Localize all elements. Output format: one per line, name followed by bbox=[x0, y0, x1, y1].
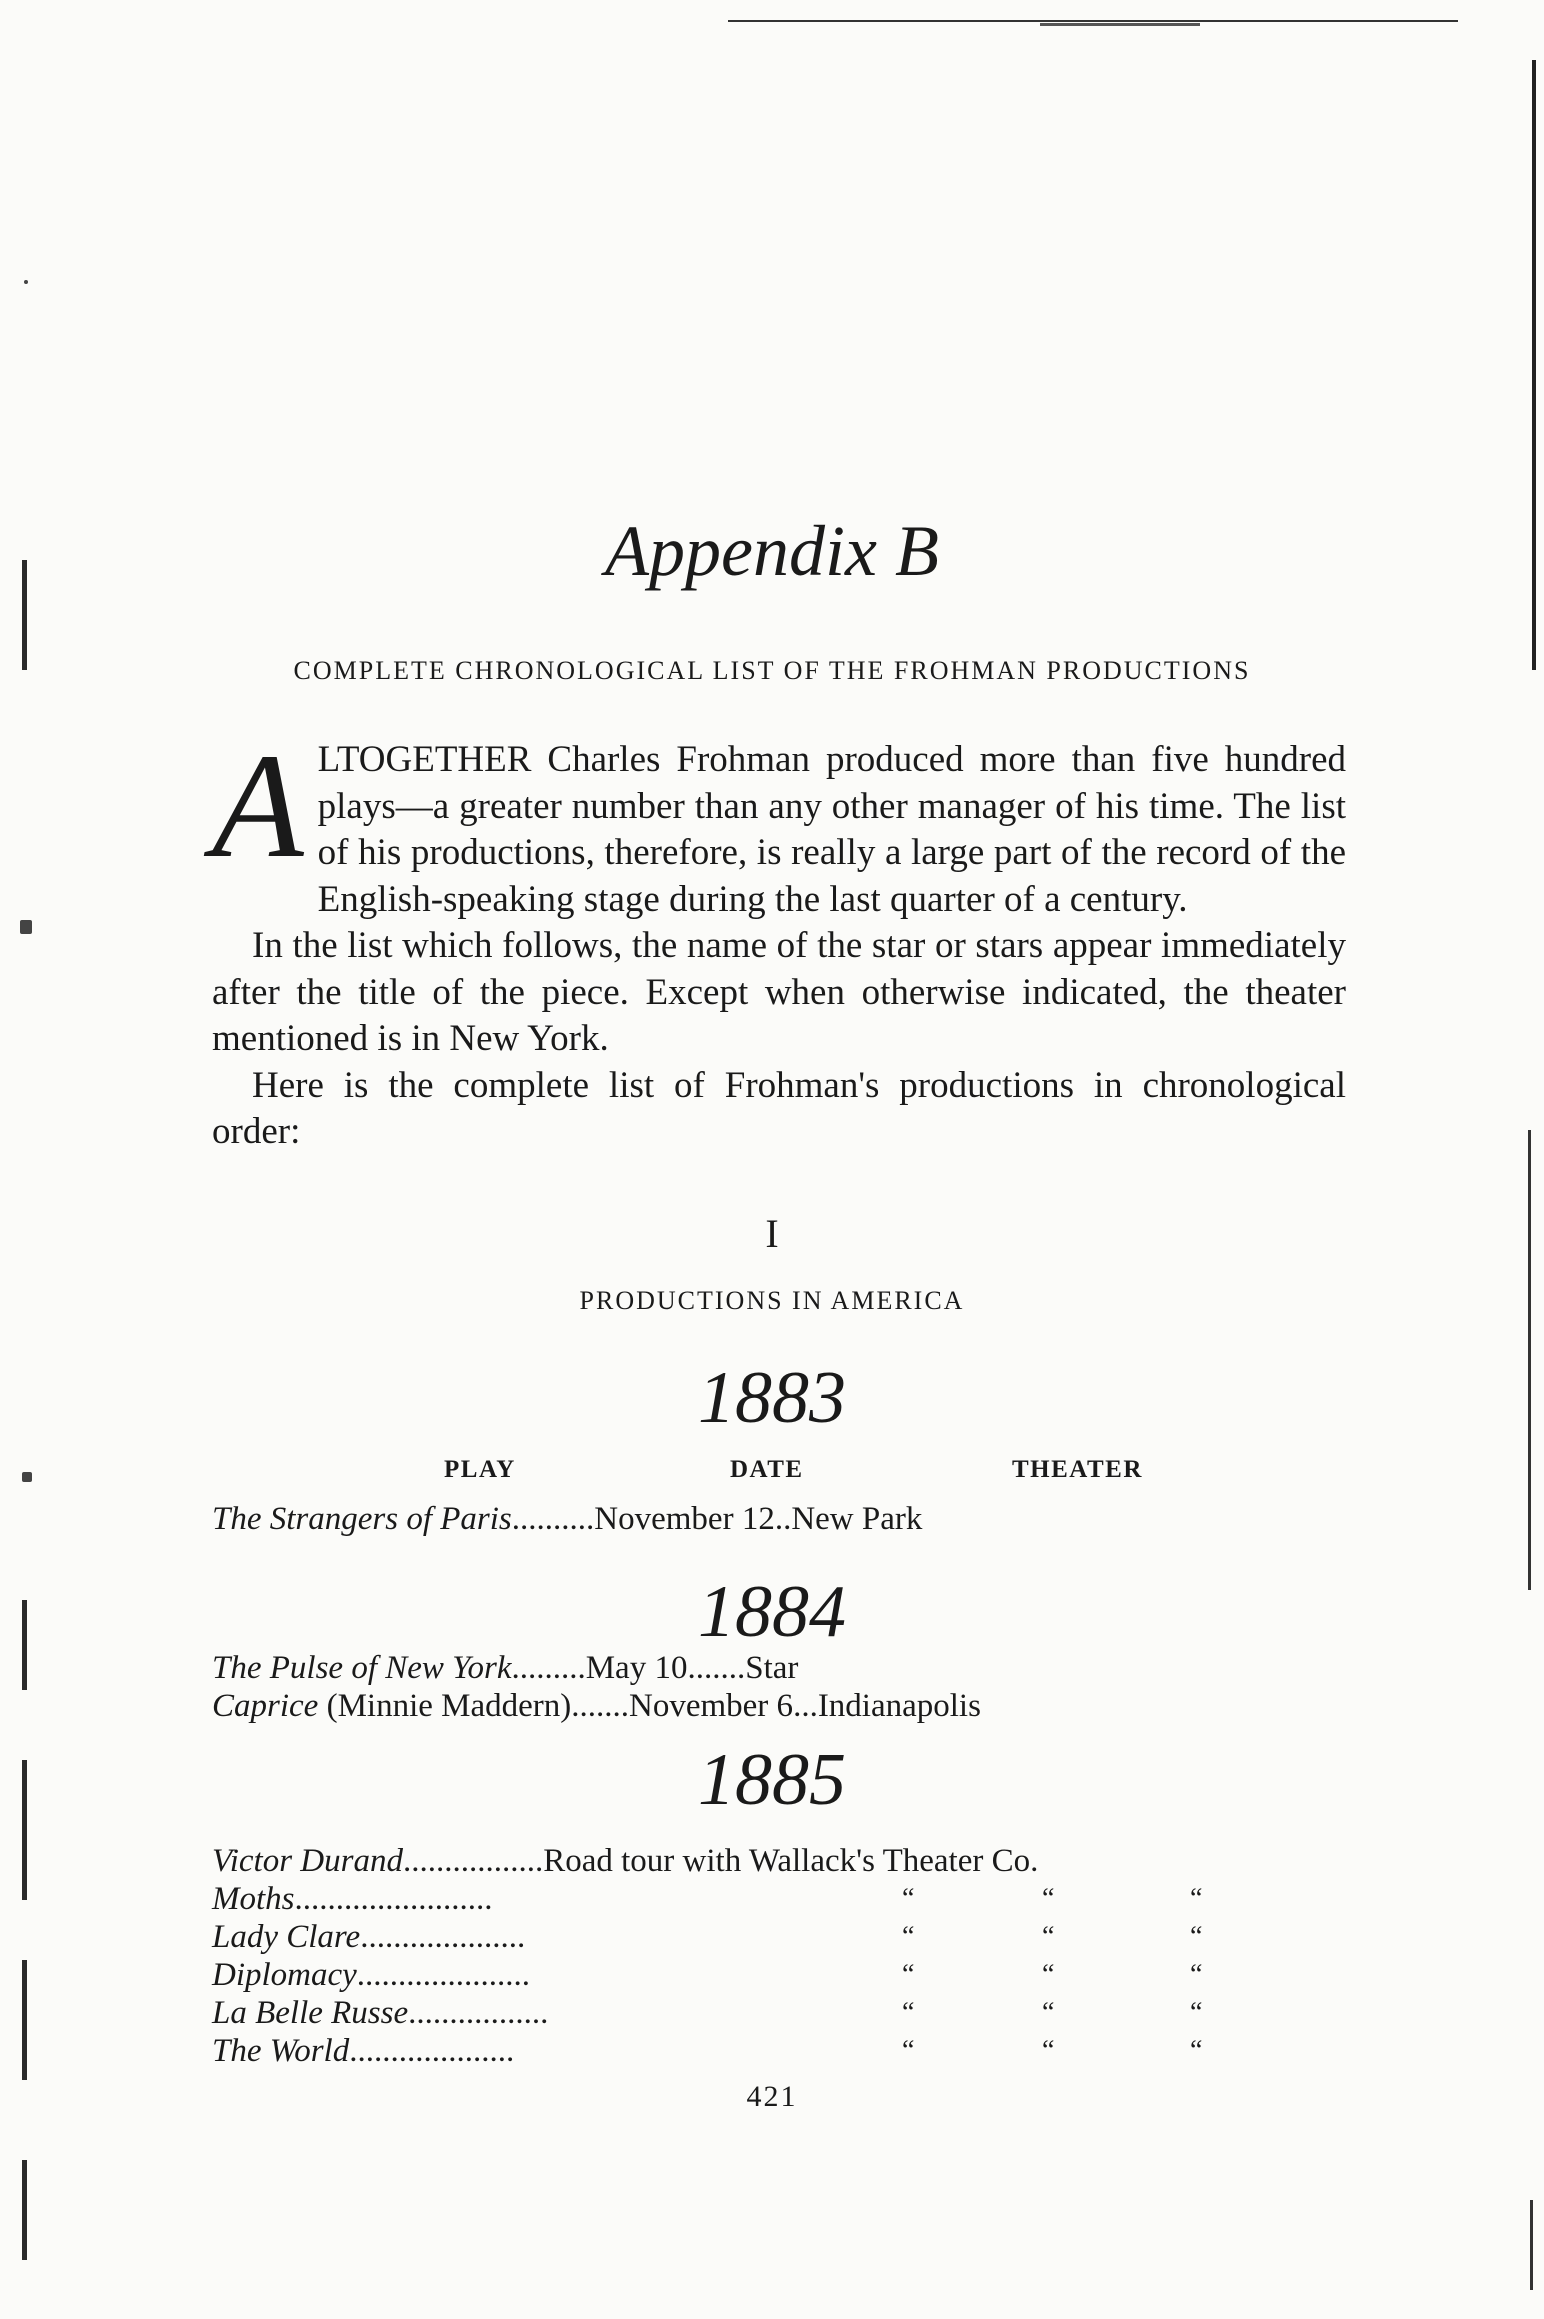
play-date: November 6 bbox=[629, 1688, 794, 1724]
scan-left-edge bbox=[22, 1960, 27, 2080]
production-row bbox=[212, 1649, 1362, 1687]
scan-speck bbox=[24, 280, 28, 284]
section-numeral: I bbox=[765, 1211, 779, 1256]
section-heading: PRODUCTIONS IN AMERICA bbox=[579, 1286, 965, 1315]
ditto-mark: “ bbox=[902, 2035, 915, 2066]
dot-leader: ........................ bbox=[294, 1881, 493, 1917]
column-header-date: DATE bbox=[730, 1456, 804, 1483]
ditto-mark: “ bbox=[1190, 1883, 1203, 1914]
scan-top-rule bbox=[728, 20, 1458, 22]
ditto-mark: “ bbox=[1042, 1997, 1055, 2028]
ditto-mark: “ bbox=[1190, 1921, 1203, 1952]
ditto-mark: “ bbox=[1042, 1959, 1055, 1990]
scan-left-edge bbox=[22, 2160, 27, 2260]
column-header-play: PLAY bbox=[444, 1456, 516, 1483]
play-title: Moths bbox=[212, 1881, 295, 1917]
page-number: 421 bbox=[746, 2080, 798, 2113]
production-row bbox=[212, 1994, 1362, 2032]
ditto-mark: “ bbox=[1042, 1921, 1055, 1952]
drop-cap: A bbox=[212, 723, 304, 889]
play-title: The Strangers of Paris bbox=[212, 1501, 512, 1537]
ditto-mark: “ bbox=[1190, 2035, 1203, 2066]
dot-leader: .................... bbox=[349, 2033, 515, 2069]
play-title: Victor Durand bbox=[212, 1843, 403, 1879]
play-star: (Minnie Maddern) bbox=[318, 1688, 572, 1724]
production-row bbox=[212, 1956, 1362, 1994]
production-row bbox=[212, 1687, 1362, 1725]
scan-top-rule-smudge bbox=[1040, 23, 1200, 26]
scan-right-edge bbox=[1530, 2200, 1533, 2290]
dot-leader: ................. bbox=[408, 1995, 549, 2031]
dot-leader: ....... bbox=[571, 1688, 630, 1724]
play-title: Diplomacy bbox=[212, 1957, 357, 1993]
ditto-mark: “ bbox=[1190, 1997, 1203, 2028]
play-date: May 10 bbox=[585, 1650, 688, 1686]
intro-paragraph-2: In the list which follows, the name of the star or stars appear immediately after the title of the piece. Except when otherwise indicated, the theater mentioned is in New York. bbox=[212, 925, 1346, 1059]
ditto-mark: “ bbox=[902, 1997, 915, 2028]
play-theater: Indianapolis bbox=[817, 1688, 981, 1724]
dot-leader: .................... bbox=[360, 1919, 526, 1955]
play-theater: Star bbox=[745, 1650, 799, 1686]
play-date: November 12 bbox=[594, 1501, 775, 1537]
intro-paragraph-1: LTOGETHER Charles Frohman produced more than five hundred plays—a greater number than any other manager of his time. The list of his productions, therefore, is really a large part of the record of the English-speaking stage during the last quarter of a century. bbox=[317, 739, 1346, 920]
play-title: Lady Clare bbox=[212, 1919, 361, 1955]
production-row bbox=[212, 1918, 1362, 1956]
production-row bbox=[212, 1500, 1362, 1538]
play-title: The World bbox=[212, 2033, 350, 2069]
ditto-mark: “ bbox=[902, 1883, 915, 1914]
ditto-mark: “ bbox=[1190, 1959, 1203, 1990]
production-row bbox=[212, 2032, 1362, 2070]
ditto-mark: “ bbox=[1042, 1883, 1055, 1914]
intro-text bbox=[212, 723, 1346, 1156]
ditto-mark: “ bbox=[902, 1921, 915, 1952]
scan-speck bbox=[20, 920, 32, 934]
dot-leader: ................. bbox=[402, 1843, 544, 1879]
dot-leader: ....... bbox=[687, 1650, 746, 1686]
year-heading-1884: 1884 bbox=[698, 1571, 846, 1653]
play-title: The Pulse of New York bbox=[212, 1650, 512, 1686]
dot-leader: .. bbox=[774, 1501, 792, 1537]
production-row bbox=[212, 1842, 1362, 1880]
dot-leader: ......... bbox=[511, 1650, 586, 1686]
play-theater: New Park bbox=[791, 1501, 923, 1537]
column-header-theater: THEATER bbox=[1012, 1456, 1143, 1483]
dot-leader: ..................... bbox=[356, 1957, 531, 1993]
play-title: Caprice bbox=[212, 1688, 319, 1724]
play-title: La Belle Russe bbox=[212, 1995, 409, 2031]
ditto-mark: “ bbox=[902, 1959, 915, 1990]
page-subtitle: COMPLETE CHRONOLOGICAL LIST OF THE FROHMAN PRODUCTIONS bbox=[293, 656, 1251, 685]
page-title: Appendix B bbox=[605, 511, 939, 591]
intro-paragraph-3: Here is the complete list of Frohman's productions in chronological order: bbox=[212, 1064, 1346, 1152]
dot-leader: ... bbox=[793, 1688, 818, 1724]
year-heading-1883: 1883 bbox=[698, 1357, 846, 1439]
dot-leader: .......... bbox=[511, 1501, 595, 1537]
scan-speck bbox=[22, 1472, 32, 1482]
year-heading-1885: 1885 bbox=[698, 1739, 846, 1821]
ditto-mark: “ bbox=[1042, 2035, 1055, 2066]
play-date: Road tour with Wallack's Theater Co. bbox=[543, 1843, 1039, 1879]
production-row bbox=[212, 1880, 1362, 1918]
